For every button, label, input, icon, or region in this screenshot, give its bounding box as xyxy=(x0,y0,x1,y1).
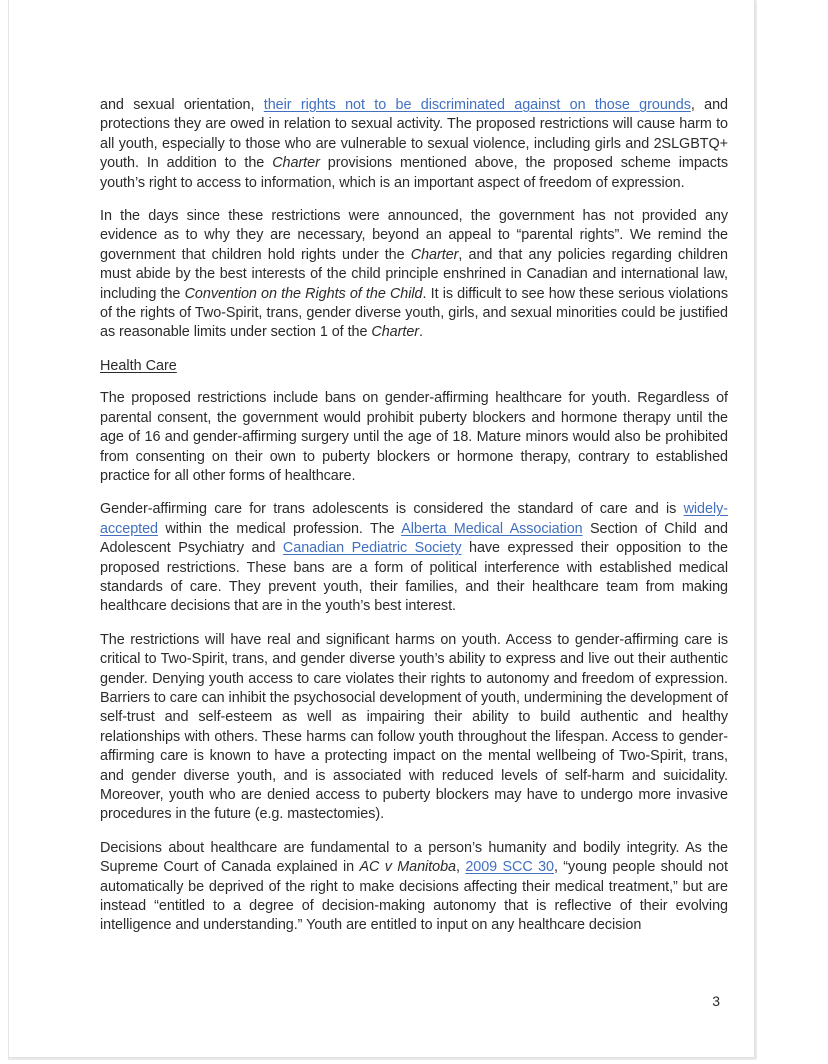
text-run: The restrictions will have real and significant harms on youth. Access to gender-affirming care is critical to Two-Spirit, trans, and gender diverse youth’s ability to express and live out their authentic gender. Denying youth access to care violates their rights to autonomy and freedom of expression. Barriers to care can inhibit the psychosocial development of youth, undermining the development of self-trust and self-esteem as well as impairing their ability to build authentic and healthy relationships with others. These harms can follow youth throughout the lifespan. Access to gender-affirming care is known to have a protecting impact on the mental wellbeing of Two-Spirit, trans, and gender diverse youth, and is associated with reduced levels of self-harm and suicidality. Moreover, youth who are denied access to puberty blockers may have to undergo more invasive procedures in the future (e.g. mastectomies). xyxy=(100,631,728,823)
body-paragraph xyxy=(100,389,728,486)
text-run: within the medical profession. The xyxy=(158,520,402,537)
section-heading xyxy=(100,357,728,376)
text-run: . It is difficult to see how these serious violations of the rights of Two-Spirit, trans, gender diverse youth, girls, and sexual minorities could be justified as reasonable limits under section 1 of the xyxy=(100,285,728,341)
page-margin-right xyxy=(757,0,828,1064)
text-run: . xyxy=(419,324,423,341)
hyperlink[interactable]: 2009 SCC 30 xyxy=(465,859,554,876)
italic-text: Convention on the Rights of the Child xyxy=(184,285,423,302)
body-paragraph xyxy=(100,500,728,616)
text-run: Health Care xyxy=(100,357,177,374)
page-margin-bottom xyxy=(0,1060,828,1064)
italic-text: AC v Manitoba xyxy=(359,859,456,876)
text-run: have expressed their opposition to the proposed restrictions. These bans are a form of political interference with established medical standards of care. They prevent youth, their families, and their healthcare team from making healthcare decisions that are in the youth’s best interest. xyxy=(100,540,729,615)
page-number: 3 xyxy=(712,993,720,1009)
body-paragraph xyxy=(100,839,728,936)
italic-text: Charter xyxy=(272,155,320,172)
text-run: and sexual orientation, xyxy=(100,97,264,113)
italic-text: Charter xyxy=(410,246,459,263)
body-paragraph xyxy=(100,96,728,193)
document-page xyxy=(9,0,755,1058)
text-run: , xyxy=(456,859,466,876)
text-run: Gender-affirming care for trans adolescents is considered the standard of care and is xyxy=(100,501,684,518)
text-run: Decisions about healthcare are fundamental to a person’s humanity and bodily integrity. As the Supreme Court of Canada explained in xyxy=(100,839,728,876)
text-run: provisions mentioned above, the proposed scheme impacts youth’s right to access to information, which is an important aspect of freedom of expression. xyxy=(100,155,729,191)
text-run: , and protections they are owed in relation to sexual activity. The proposed restrictions will cause harm to all youth, especially to those who are vulnerable to sexual violence, including girls and 2SLGBTQ+ youth. In addition to the xyxy=(100,97,728,172)
text-run: , and that any policies regarding children must abide by the best interests of the child principle enshrined in Canadian and international law, including the xyxy=(100,246,728,302)
text-run: The proposed restrictions include bans on gender-affirming healthcare for youth. Regardless of parental consent, the government would prohibit puberty blockers and hormone therapy until the age of 16 and gender-affirming surgery until the age of 18. Mature minors would also be prohibited from consenting on their own to puberty blockers or hormone therapy, contrary to established practice for all other forms of healthcare. xyxy=(100,390,728,484)
hyperlink[interactable]: Canadian Pediatric Society xyxy=(282,540,462,557)
hyperlink[interactable]: their rights not to be discriminated against on those grounds xyxy=(263,97,691,113)
document-body xyxy=(100,96,728,936)
italic-text: Charter xyxy=(371,324,420,341)
body-paragraph xyxy=(100,631,728,825)
text-run: , “young people should not automatically be deprived of the right to make decisions affecting their medical treatment,” but are instead “entitled to a degree of decision-making autonomy that is reflective of their evolving intelligence and understanding.” Youth are entitled to input on any healthcare decision xyxy=(100,859,728,934)
page-gutter-left xyxy=(0,0,9,1064)
body-paragraph xyxy=(100,207,728,343)
hyperlink[interactable]: Alberta Medical Association xyxy=(401,520,583,537)
text-run: Section of Child and Adolescent Psychiatry and xyxy=(100,520,728,557)
text-run: In the days since these restrictions were announced, the government has not provided any evidence as to why they are necessary, beyond an appeal to “parental rights”. We remind the government that children hold rights under the xyxy=(100,208,728,263)
hyperlink[interactable]: widely-accepted xyxy=(100,501,728,537)
